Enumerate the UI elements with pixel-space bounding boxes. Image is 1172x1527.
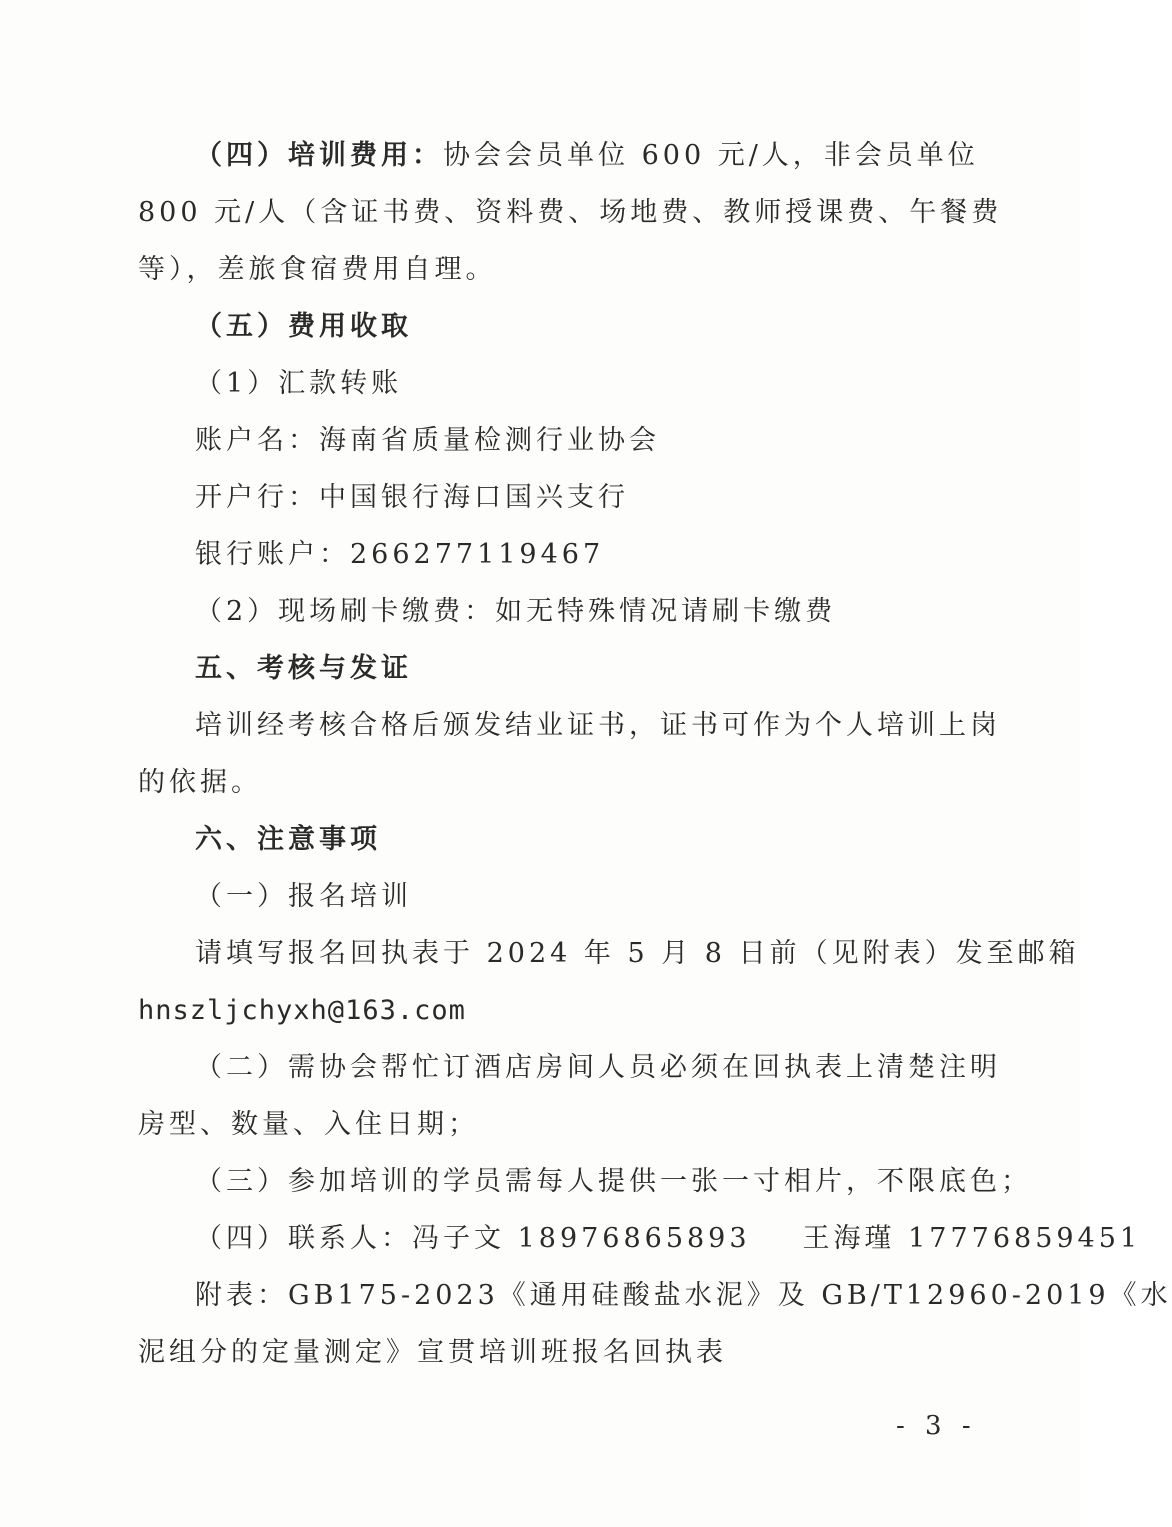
attachment-line-2: 泥组分的定量测定》宣贯培训班报名回执表 (138, 1337, 727, 1368)
registration-email: hnszljchyxh@163.com (138, 995, 466, 1026)
hotel-line-2: 房型、数量、入住日期； (138, 1109, 479, 1140)
assessment-line-1: 培训经考核合格后颁发结业证书，证书可作为个人培训上岗 (195, 710, 1001, 741)
contact-line (195, 1219, 1142, 1259)
transfer-title: （1）汇款转账 (195, 368, 403, 399)
assessment-heading: 五、考核与发证 (195, 653, 412, 684)
fees-line-2: 800 元/人（含证书费、资料费、场地费、教师授课费、午餐费 (138, 197, 1003, 228)
photo-line: （三）参加培训的学员需每人提供一张一寸相片，不限底色； (195, 1166, 1032, 1197)
hotel-line-1: （二）需协会帮忙订酒店房间人员必须在回执表上清楚注明 (195, 1052, 1001, 1083)
fees-line-1-text: 协会会员单位 600 元/人，非会员单位 (443, 140, 979, 171)
contact-second: 王海瑾 17776859451 (802, 1223, 1142, 1254)
collection-heading: （五）费用收取 (195, 311, 412, 342)
fees-line-3: 等），差旅食宿费用自理。 (138, 254, 497, 285)
bank-name: 开户行：中国银行海口国兴支行 (195, 482, 629, 513)
card-payment: （2）现场刷卡缴费：如无特殊情况请刷卡缴费 (195, 596, 837, 627)
account-number: 银行账户：266277119467 (195, 539, 605, 570)
notes-heading: 六、注意事项 (195, 824, 381, 855)
fees-heading: （四）培训费用： (195, 140, 443, 171)
account-name: 账户名：海南省质量检测行业协会 (195, 425, 660, 456)
fees-line-1 (195, 136, 979, 176)
registration-title: （一）报名培训 (195, 881, 412, 912)
contact-first: （四）联系人：冯子文 18976865893 (195, 1223, 751, 1254)
page-number: - 3 - (896, 1411, 977, 1441)
registration-line-1: 请填写报名回执表于 2024 年 5 月 8 日前（见附表）发至邮箱 (195, 938, 1080, 969)
attachment-line-1: 附表：GB175-2023《通用硅酸盐水泥》及 GB/T12960-2019《水 (195, 1280, 1172, 1311)
assessment-line-2: 的依据。 (138, 767, 262, 798)
